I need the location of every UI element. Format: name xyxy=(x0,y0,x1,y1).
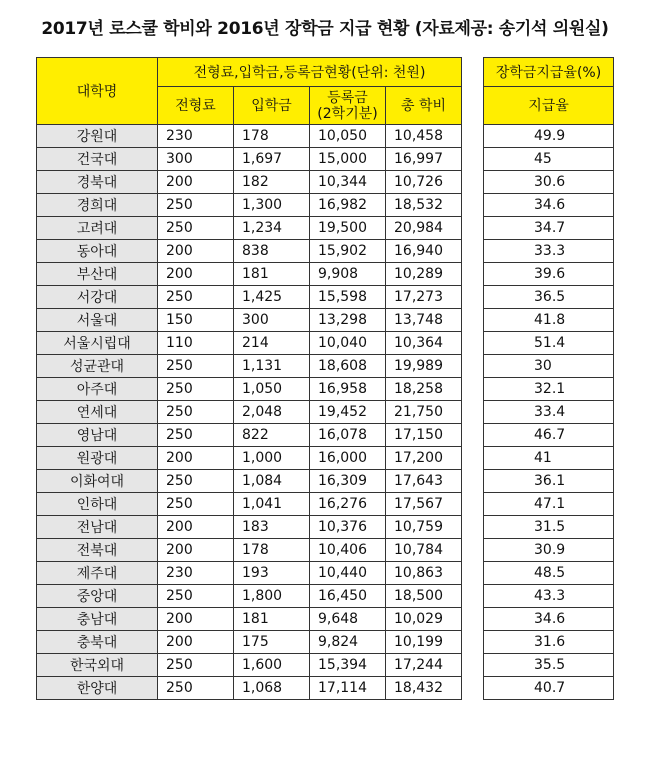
rate-cell: 49.9 xyxy=(484,125,614,148)
fee-cell: 250 xyxy=(158,355,234,378)
rate-cell: 45 xyxy=(484,148,614,171)
tuition-table xyxy=(36,57,462,700)
tuition-cell: 13,298 xyxy=(310,309,386,332)
table-row xyxy=(37,332,462,355)
table-row xyxy=(37,355,462,378)
admission-cell: 175 xyxy=(234,631,310,654)
admission-cell: 182 xyxy=(234,171,310,194)
fee-cell: 230 xyxy=(158,562,234,585)
admission-cell: 1,131 xyxy=(234,355,310,378)
table-row xyxy=(37,125,462,148)
admission-cell: 838 xyxy=(234,240,310,263)
fee-cell: 250 xyxy=(158,677,234,700)
tuition-cell: 16,276 xyxy=(310,493,386,516)
table-row xyxy=(37,424,462,447)
rate-cell: 36.1 xyxy=(484,470,614,493)
col-admission-header: 입학금 xyxy=(234,87,310,125)
fee-cell: 250 xyxy=(158,470,234,493)
university-name-cell: 고려대 xyxy=(37,217,158,240)
rate-row xyxy=(484,608,614,631)
admission-cell: 1,234 xyxy=(234,217,310,240)
total-cell: 10,784 xyxy=(386,539,462,562)
university-name-cell: 부산대 xyxy=(37,263,158,286)
rate-row xyxy=(484,263,614,286)
rate-row xyxy=(484,539,614,562)
university-name-cell: 이화여대 xyxy=(37,470,158,493)
total-cell: 10,759 xyxy=(386,516,462,539)
tuition-cell: 15,000 xyxy=(310,148,386,171)
tuition-cell: 10,406 xyxy=(310,539,386,562)
admission-cell: 1,697 xyxy=(234,148,310,171)
tuition-cell: 15,394 xyxy=(310,654,386,677)
table-row xyxy=(37,217,462,240)
rate-row xyxy=(484,332,614,355)
university-name-cell: 한국외대 xyxy=(37,654,158,677)
admission-cell: 1,068 xyxy=(234,677,310,700)
tuition-cell: 15,902 xyxy=(310,240,386,263)
admission-cell: 1,041 xyxy=(234,493,310,516)
fee-cell: 250 xyxy=(158,286,234,309)
rate-cell: 34.7 xyxy=(484,217,614,240)
col-rate-header: 지급율 xyxy=(484,87,614,125)
tuition-cell: 16,309 xyxy=(310,470,386,493)
admission-cell: 2,048 xyxy=(234,401,310,424)
tuition-cell: 9,908 xyxy=(310,263,386,286)
fee-cell: 200 xyxy=(158,516,234,539)
table-row xyxy=(37,171,462,194)
table-row xyxy=(37,286,462,309)
page-title: 2017년 로스쿨 학비와 2016년 장학금 지급 현황 (자료제공: 송기석 의원실) xyxy=(41,19,609,39)
total-cell: 10,199 xyxy=(386,631,462,654)
total-cell: 17,643 xyxy=(386,470,462,493)
rate-row xyxy=(484,286,614,309)
total-cell: 17,150 xyxy=(386,424,462,447)
total-cell: 10,726 xyxy=(386,171,462,194)
admission-cell: 181 xyxy=(234,608,310,631)
rate-row xyxy=(484,447,614,470)
tuition-cell: 19,500 xyxy=(310,217,386,240)
rate-row xyxy=(484,309,614,332)
fee-cell: 200 xyxy=(158,263,234,286)
tuition-cell: 18,608 xyxy=(310,355,386,378)
tuition-cell: 10,040 xyxy=(310,332,386,355)
rate-row xyxy=(484,217,614,240)
table-row xyxy=(37,378,462,401)
table-row xyxy=(37,447,462,470)
total-cell: 16,997 xyxy=(386,148,462,171)
tuition-cell: 16,982 xyxy=(310,194,386,217)
fee-cell: 200 xyxy=(158,171,234,194)
total-cell: 17,200 xyxy=(386,447,462,470)
fee-cell: 300 xyxy=(158,148,234,171)
rate-cell: 32.1 xyxy=(484,378,614,401)
tuition-cell: 16,958 xyxy=(310,378,386,401)
admission-cell: 178 xyxy=(234,539,310,562)
admission-cell: 1,800 xyxy=(234,585,310,608)
total-cell: 18,432 xyxy=(386,677,462,700)
fee-cell: 250 xyxy=(158,217,234,240)
university-name-cell: 경희대 xyxy=(37,194,158,217)
tuition-cell: 19,452 xyxy=(310,401,386,424)
table-row xyxy=(37,677,462,700)
rate-group-header: 장학금지급율(%) xyxy=(484,58,614,87)
fee-cell: 250 xyxy=(158,493,234,516)
table-row xyxy=(37,148,462,171)
table-row xyxy=(37,470,462,493)
rate-row xyxy=(484,470,614,493)
tuition-cell: 10,344 xyxy=(310,171,386,194)
admission-cell: 178 xyxy=(234,125,310,148)
university-name-cell: 충북대 xyxy=(37,631,158,654)
admission-cell: 300 xyxy=(234,309,310,332)
total-cell: 18,500 xyxy=(386,585,462,608)
rate-cell: 31.5 xyxy=(484,516,614,539)
rate-cell: 43.3 xyxy=(484,585,614,608)
rate-row xyxy=(484,148,614,171)
col-fee-header: 전형료 xyxy=(158,87,234,125)
rate-row xyxy=(484,378,614,401)
total-cell: 10,029 xyxy=(386,608,462,631)
tuition-cell: 16,000 xyxy=(310,447,386,470)
total-cell: 10,364 xyxy=(386,332,462,355)
university-name-cell: 연세대 xyxy=(37,401,158,424)
total-cell: 21,750 xyxy=(386,401,462,424)
rate-row xyxy=(484,585,614,608)
admission-cell: 1,000 xyxy=(234,447,310,470)
fee-cell: 250 xyxy=(158,654,234,677)
rate-cell: 30 xyxy=(484,355,614,378)
total-cell: 10,289 xyxy=(386,263,462,286)
col-tuition-header: 등록금 (2학기분) xyxy=(310,87,386,125)
table-row xyxy=(37,608,462,631)
rate-cell: 30.9 xyxy=(484,539,614,562)
total-cell: 17,273 xyxy=(386,286,462,309)
rate-row xyxy=(484,240,614,263)
fee-cell: 250 xyxy=(158,401,234,424)
table-row xyxy=(37,562,462,585)
rate-cell: 30.6 xyxy=(484,171,614,194)
rate-row xyxy=(484,677,614,700)
university-name-cell: 강원대 xyxy=(37,125,158,148)
total-cell: 18,532 xyxy=(386,194,462,217)
admission-cell: 1,050 xyxy=(234,378,310,401)
table-row xyxy=(37,263,462,286)
fee-cell: 230 xyxy=(158,125,234,148)
admission-cell: 193 xyxy=(234,562,310,585)
university-name-cell: 동아대 xyxy=(37,240,158,263)
table-row xyxy=(37,309,462,332)
rate-cell: 33.3 xyxy=(484,240,614,263)
total-cell: 16,940 xyxy=(386,240,462,263)
rate-row xyxy=(484,171,614,194)
fee-cell: 250 xyxy=(158,194,234,217)
rate-row xyxy=(484,654,614,677)
table-row xyxy=(37,401,462,424)
rate-row xyxy=(484,355,614,378)
fee-cell: 250 xyxy=(158,585,234,608)
rate-cell: 35.5 xyxy=(484,654,614,677)
tuition-cell: 17,114 xyxy=(310,677,386,700)
admission-cell: 1,425 xyxy=(234,286,310,309)
rate-row xyxy=(484,401,614,424)
total-cell: 17,244 xyxy=(386,654,462,677)
university-name-cell: 전북대 xyxy=(37,539,158,562)
university-name-cell: 제주대 xyxy=(37,562,158,585)
rate-row xyxy=(484,125,614,148)
table-row xyxy=(37,585,462,608)
table-row xyxy=(37,631,462,654)
university-name-cell: 건국대 xyxy=(37,148,158,171)
table-row xyxy=(37,516,462,539)
rate-row xyxy=(484,516,614,539)
fee-cell: 200 xyxy=(158,447,234,470)
tuition-cell: 15,598 xyxy=(310,286,386,309)
fee-cell: 200 xyxy=(158,539,234,562)
admission-cell: 214 xyxy=(234,332,310,355)
fee-cell: 200 xyxy=(158,240,234,263)
rate-cell: 33.4 xyxy=(484,401,614,424)
tuition-cell: 16,078 xyxy=(310,424,386,447)
university-name-cell: 한양대 xyxy=(37,677,158,700)
university-name-cell: 전남대 xyxy=(37,516,158,539)
rate-cell: 34.6 xyxy=(484,194,614,217)
admission-cell: 1,300 xyxy=(234,194,310,217)
total-cell: 20,984 xyxy=(386,217,462,240)
table-row xyxy=(37,240,462,263)
col-total-header: 총 학비 xyxy=(386,87,462,125)
tuition-cell: 16,450 xyxy=(310,585,386,608)
rate-row xyxy=(484,424,614,447)
university-name-cell: 충남대 xyxy=(37,608,158,631)
university-name-cell: 영남대 xyxy=(37,424,158,447)
university-name-cell: 서강대 xyxy=(37,286,158,309)
admission-cell: 183 xyxy=(234,516,310,539)
university-name-cell: 인하대 xyxy=(37,493,158,516)
total-cell: 13,748 xyxy=(386,309,462,332)
rate-cell: 51.4 xyxy=(484,332,614,355)
rate-cell: 39.6 xyxy=(484,263,614,286)
total-cell: 17,567 xyxy=(386,493,462,516)
total-cell: 18,258 xyxy=(386,378,462,401)
rate-cell: 41 xyxy=(484,447,614,470)
tuition-cell: 9,824 xyxy=(310,631,386,654)
fee-cell: 200 xyxy=(158,631,234,654)
rate-row xyxy=(484,493,614,516)
rate-row xyxy=(484,562,614,585)
table-row xyxy=(37,654,462,677)
university-name-cell: 아주대 xyxy=(37,378,158,401)
tuition-cell: 10,440 xyxy=(310,562,386,585)
table-row xyxy=(37,539,462,562)
tuition-cell: 10,050 xyxy=(310,125,386,148)
fee-cell: 110 xyxy=(158,332,234,355)
rate-cell: 40.7 xyxy=(484,677,614,700)
fee-cell: 150 xyxy=(158,309,234,332)
table-row xyxy=(37,493,462,516)
tuition-cell: 10,376 xyxy=(310,516,386,539)
rate-cell: 48.5 xyxy=(484,562,614,585)
total-cell: 19,989 xyxy=(386,355,462,378)
total-cell: 10,863 xyxy=(386,562,462,585)
admission-cell: 1,600 xyxy=(234,654,310,677)
tuition-cell: 9,648 xyxy=(310,608,386,631)
rate-cell: 47.1 xyxy=(484,493,614,516)
col-university-header: 대학명 xyxy=(37,58,158,125)
rate-cell: 34.6 xyxy=(484,608,614,631)
rate-cell: 46.7 xyxy=(484,424,614,447)
rate-row xyxy=(484,631,614,654)
rate-cell: 36.5 xyxy=(484,286,614,309)
total-cell: 10,458 xyxy=(386,125,462,148)
fee-cell: 250 xyxy=(158,424,234,447)
university-name-cell: 중앙대 xyxy=(37,585,158,608)
admission-cell: 822 xyxy=(234,424,310,447)
university-name-cell: 성균관대 xyxy=(37,355,158,378)
group-header: 전형료,입학금,등록금현황(단위: 천원) xyxy=(158,58,462,87)
admission-cell: 181 xyxy=(234,263,310,286)
university-name-cell: 서울시립대 xyxy=(37,332,158,355)
rate-cell: 41.8 xyxy=(484,309,614,332)
university-name-cell: 경북대 xyxy=(37,171,158,194)
scholarship-rate-table xyxy=(483,57,614,700)
rate-row xyxy=(484,194,614,217)
fee-cell: 200 xyxy=(158,608,234,631)
university-name-cell: 원광대 xyxy=(37,447,158,470)
admission-cell: 1,084 xyxy=(234,470,310,493)
table-row xyxy=(37,194,462,217)
rate-cell: 31.6 xyxy=(484,631,614,654)
university-name-cell: 서울대 xyxy=(37,309,158,332)
fee-cell: 250 xyxy=(158,378,234,401)
